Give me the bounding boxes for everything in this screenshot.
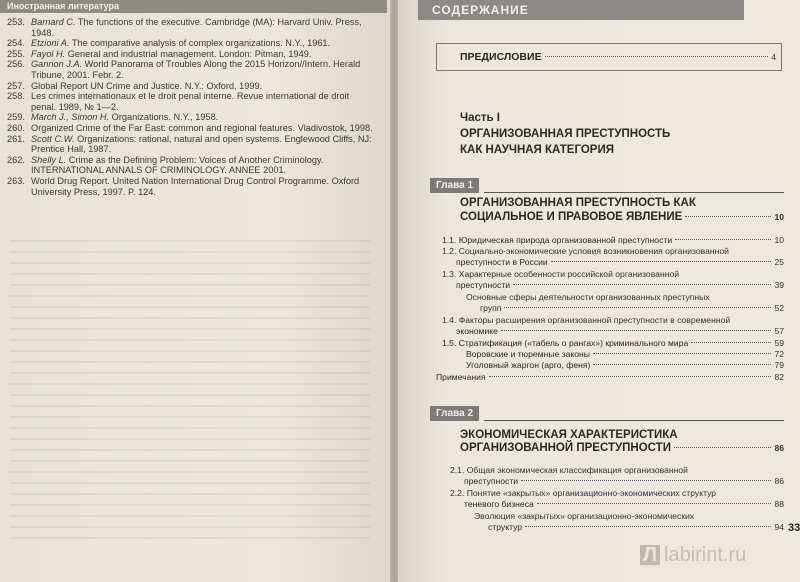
contents-heading: СОДЕРЖАНИЕ xyxy=(418,0,744,20)
watermark-text: labirint.ru xyxy=(664,544,747,566)
entry-text xyxy=(31,176,373,197)
toc-section-line1: Основные сферы деятельности организованных преступных xyxy=(466,292,710,302)
toc-section-page: 10 xyxy=(774,235,784,245)
toc-section-page: 25 xyxy=(774,257,784,267)
entry-text xyxy=(31,49,373,60)
toc-row-section[interactable] xyxy=(436,372,784,382)
entry-text xyxy=(31,112,373,123)
bibliography-entry xyxy=(7,17,373,38)
bibliography-entry xyxy=(7,59,373,80)
bibliography-entry xyxy=(7,91,373,112)
toc-section-label: теневого бизнеса xyxy=(464,499,534,509)
leader-dots xyxy=(521,480,771,481)
toc-row-section[interactable] xyxy=(442,235,784,245)
toc-section-line1: 1.4. Факторы расширения организованной преступности в современной xyxy=(442,315,731,325)
entry-text xyxy=(31,123,373,134)
leader-dots xyxy=(675,239,771,240)
part-title-line2: КАК НАУЧНАЯ КАТЕГОРИЯ xyxy=(460,144,614,156)
bibliography-list xyxy=(7,17,373,197)
toc-section-line1: 1.2. Социально-экономические условия возникновения организованной xyxy=(442,246,729,256)
toc-section-label: 1.1. Юридическая природа организованной преступности xyxy=(442,235,673,245)
toc-row-section[interactable] xyxy=(466,360,784,370)
toc-section-label: Примечания xyxy=(436,372,486,382)
leader-dots xyxy=(691,342,771,343)
entry-body: Organizations. N.Y., 1958. xyxy=(109,112,219,123)
toc-row-chapter-1[interactable] xyxy=(460,211,784,223)
toc-row-preface[interactable] xyxy=(460,51,776,63)
preface-label: ПРЕДИСЛОВИЕ xyxy=(460,51,542,63)
toc-row-section[interactable] xyxy=(464,476,784,486)
toc-section-label: преступности xyxy=(464,476,519,486)
entry-body: Organizations: rational, natural and open systems. Englewood Cliffs, NJ: Prentice Hall, 1987. xyxy=(31,133,372,155)
leader-dots xyxy=(504,307,771,308)
entry-number: 257. xyxy=(7,80,25,91)
bibliography-entry xyxy=(7,38,373,49)
entry-text xyxy=(31,59,373,80)
toc-section-label: Уголовный жаргон (арго, феня) xyxy=(466,360,591,370)
toc-row-section[interactable] xyxy=(456,280,784,290)
toc-section-page: 94 xyxy=(774,522,784,532)
bibliography-entry xyxy=(7,112,373,123)
toc-section-line1: Эволюция «закрытых» организационно-экономических xyxy=(474,511,695,521)
entry-author: March J., Simon H. xyxy=(31,112,110,123)
toc-section-label: экономике xyxy=(456,326,498,336)
entry-body: World Drug Report. United Nation International Drug Control Programme. Oxford University Press, 1997. P. 124. xyxy=(31,175,360,197)
toc-section-line1: 1.3. Характерные особенности российской организованной xyxy=(442,269,680,279)
toc-section-page: 79 xyxy=(774,360,784,370)
entry-body: Les crimes internationaux et le droit penal interne. Revue international de droit penal. 1989, № 1—2. xyxy=(31,91,350,112)
toc-section-page: 72 xyxy=(774,349,784,359)
chapter-1-title-line2: СОЦИАЛЬНОЕ И ПРАВОВОЕ ЯВЛЕНИЕ xyxy=(460,211,683,223)
leader-dots xyxy=(593,364,771,365)
chapter-2-title-line2: ОРГАНИЗОВАННОЙ ПРЕСТУПНОСТИ xyxy=(460,442,671,454)
entry-number: 256. xyxy=(7,59,25,70)
leader-dots xyxy=(525,526,771,527)
part-number: Часть I xyxy=(460,112,500,124)
leader-dots xyxy=(593,353,771,354)
entry-number: 255. xyxy=(7,48,25,59)
entry-text xyxy=(31,38,373,49)
chapter-1-tag: Глава 1 xyxy=(430,178,479,193)
toc-section-page: 52 xyxy=(774,303,784,313)
entry-text xyxy=(31,155,373,176)
toc-section-label: структур xyxy=(488,522,523,532)
toc-row-chapter-2[interactable] xyxy=(460,442,784,454)
watermark-logo-icon: Л xyxy=(640,545,660,565)
entry-author: Gannon J.A. xyxy=(31,59,83,70)
toc-row-section[interactable] xyxy=(464,499,784,509)
toc-section-page: 86 xyxy=(774,476,784,486)
chapter-2-rule xyxy=(484,420,784,421)
entry-author: Etzioni A. xyxy=(31,38,70,49)
toc-section-label: 1.5. Стратификация («табель о рангах») криминального мира xyxy=(442,338,689,348)
toc-section-label: преступности в России xyxy=(456,257,548,267)
toc-row-section[interactable] xyxy=(442,338,784,348)
entry-body: World Panorama of Troubles Along the 2015 Horizon//Intern. Herald Tribune, 2001. Febr. 2. xyxy=(31,59,361,80)
chapter-2-page: 86 xyxy=(774,443,784,453)
leader-dots xyxy=(537,503,772,504)
entry-number: 262. xyxy=(7,154,25,165)
entry-author: Scott C.W. xyxy=(31,133,75,144)
entry-number: 260. xyxy=(7,122,25,133)
toc-row-section[interactable] xyxy=(456,326,784,336)
leader-dots xyxy=(513,284,771,285)
entry-body: Crime as the Defining Problem: Voices of Another Criminology. INTERNATIONAL ANNALS OF CRIMINOLOGY. ANNEE 2001. xyxy=(31,154,324,176)
bibliography-entry xyxy=(7,176,373,197)
toc-section-label: групп xyxy=(480,303,502,313)
entry-body: Organized Crime of the Far East: common and regional features. Vladivostok, 1998. xyxy=(31,122,373,133)
toc-row-section[interactable] xyxy=(488,522,784,532)
leader-dots xyxy=(551,261,772,262)
chapter-1-title-line1: ОРГАНИЗОВАННАЯ ПРЕСТУПНОСТЬ КАК xyxy=(460,197,696,209)
entry-number: 263. xyxy=(7,175,25,186)
bibliography-entry xyxy=(7,49,373,60)
toc-row-section[interactable] xyxy=(456,257,784,267)
entry-number: 259. xyxy=(7,112,25,123)
entry-body: The comparative analysis of complex organizations. N.Y., 1961. xyxy=(69,38,331,49)
entry-text xyxy=(31,17,373,38)
leader-dots xyxy=(685,216,771,217)
entry-author: Barnard C. xyxy=(31,17,76,27)
chapter-1-page: 10 xyxy=(774,212,784,222)
toc-section-label: Воровские и тюремные законы xyxy=(466,349,590,359)
toc-section-page: 39 xyxy=(774,280,784,290)
toc-row-section[interactable] xyxy=(466,349,784,359)
left-page xyxy=(0,0,392,582)
toc-row-section[interactable] xyxy=(480,303,784,313)
running-head: Иностранная литература xyxy=(0,0,387,13)
bibliography-entry xyxy=(7,155,373,176)
watermark xyxy=(640,544,746,567)
entry-text xyxy=(31,134,373,155)
toc-section-page: 59 xyxy=(774,338,784,348)
bibliography-entry xyxy=(7,81,373,92)
entry-text xyxy=(31,81,373,92)
entry-number: 258. xyxy=(7,91,25,102)
entry-number: 254. xyxy=(7,38,25,49)
chapter-2-title-line1: ЭКОНОМИЧЕСКАЯ ХАРАКТЕРИСТИКА xyxy=(460,429,678,441)
bibliography-entry xyxy=(7,134,373,155)
preface-page: 4 xyxy=(771,52,776,62)
entry-number: 253. xyxy=(7,17,25,27)
entry-number: 261. xyxy=(7,133,25,144)
toc-section-page: 57 xyxy=(774,326,784,336)
entry-body: The functions of the executive. Cambridge (MA): Harvard Univ. Press, 1948. xyxy=(31,17,362,38)
bleed-through-text xyxy=(10,240,370,540)
toc-section-page: 88 xyxy=(774,499,784,509)
entry-text xyxy=(31,91,373,112)
page-number: 33 xyxy=(788,522,800,534)
leader-dots xyxy=(545,56,769,57)
toc-section-page: 82 xyxy=(774,372,784,382)
entry-body: General and industrial management. London: Pitman, 1949. xyxy=(65,48,312,59)
chapter-2-tag: Глава 2 xyxy=(430,406,479,421)
entry-author: Fayol H. xyxy=(31,48,66,59)
bibliography-entry xyxy=(7,123,373,134)
chapter-1-rule xyxy=(484,192,784,193)
toc-section-line1: 2.2. Понятие «закрытых» организационно-экономических структур xyxy=(450,488,717,498)
leader-dots xyxy=(501,330,772,331)
toc-section-label: преступности xyxy=(456,280,511,290)
toc-section-line1: 2.1. Общая экономическая классификация организованной xyxy=(450,465,688,475)
entry-author: Shelly L. xyxy=(31,154,67,165)
entry-body: Global Report UN Crime and Justice. N.Y.: Oxford, 1999. xyxy=(31,80,263,91)
leader-dots xyxy=(489,376,772,377)
leader-dots xyxy=(674,447,771,448)
part-title-line1: ОРГАНИЗОВАННАЯ ПРЕСТУПНОСТЬ xyxy=(460,128,671,140)
